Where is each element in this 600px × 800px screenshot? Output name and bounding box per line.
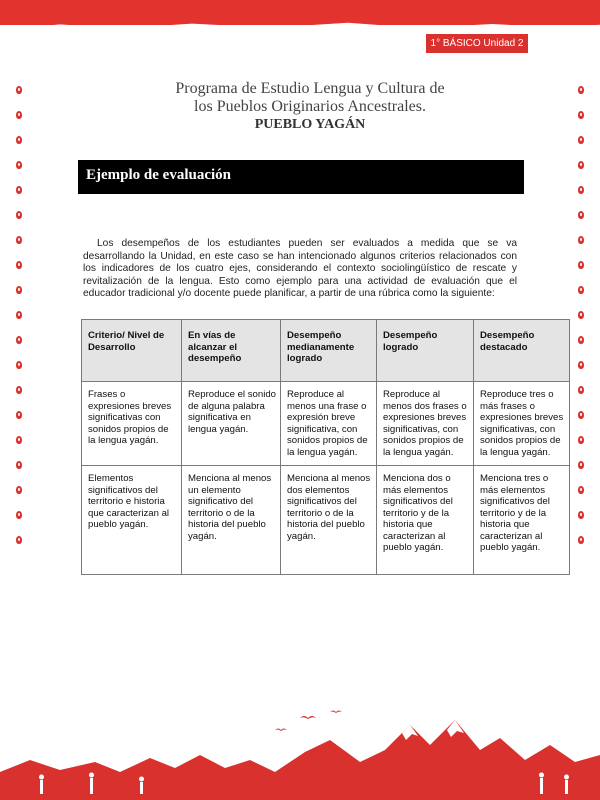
program-title-line-2: los Pueblos Originarios Ancestrales. — [194, 98, 426, 115]
ornament-icon — [577, 335, 585, 345]
ornament-icon — [15, 385, 23, 395]
ornament-center — [580, 88, 582, 91]
ornament-center — [18, 88, 20, 91]
ornament-center — [580, 538, 582, 541]
ornament-center — [18, 113, 20, 116]
rubric-cell: Reproduce el sonido de alguna palabra significativa en lengua yagán. — [182, 382, 281, 466]
ornament-center — [18, 388, 20, 391]
ornament-center — [580, 513, 582, 516]
ornament-icon — [577, 135, 585, 145]
unit-badge: 1° BÁSICO Unidad 2 — [426, 34, 528, 53]
ornament-center — [580, 263, 582, 266]
ornament-icon — [15, 185, 23, 195]
ornament-icon — [577, 510, 585, 520]
rubric-cell: Menciona al menos un elemento significativo del territorio o de la historia del pueblo yagán. — [182, 466, 281, 575]
ornament-icon — [577, 485, 585, 495]
ornament-center — [580, 238, 582, 241]
banner-torn-edge — [0, 22, 600, 30]
ornament-center — [18, 488, 20, 491]
ornament-center — [580, 113, 582, 116]
people-name: PUEBLO YAGÁN — [254, 117, 366, 132]
ornament-icon — [577, 535, 585, 545]
rubric-header-cell: Criterio/ Nivel de Desarrollo — [82, 320, 182, 382]
ornament-icon — [15, 110, 23, 120]
rubric-row — [82, 382, 570, 466]
rubric-row — [82, 466, 570, 575]
footer-birds — [275, 711, 342, 732]
ornament-icon — [15, 210, 23, 220]
ornament-icon — [15, 335, 23, 345]
ornament-icon — [577, 360, 585, 370]
ornament-center — [18, 463, 20, 466]
intro-paragraph: Los desempeños de los estudiantes pueden ser evaluados a medida que se va desarrollando la Unidad, en este caso se han intencionado algunos criterios relacionados con los indicadores de los cuatro ejes, considerando el contexto sociolingüístico de rescate y revitalización de la lengua. Esto como ejemplo para una actividad de evaluación que el educador tradicional y/o docente puede planificar, a partir de una rúbrica como la siguiente: — [83, 238, 517, 300]
ornament-icon — [577, 235, 585, 245]
rubric-header-row — [82, 320, 570, 382]
ornament-icon — [15, 360, 23, 370]
right-ornament-column — [575, 85, 587, 560]
ornament-center — [580, 413, 582, 416]
ornament-center — [580, 338, 582, 341]
rubric-header-cell: Desempeño medianamente logrado — [281, 320, 377, 382]
ornament-center — [580, 388, 582, 391]
top-banner — [0, 0, 600, 25]
ornament-icon — [15, 285, 23, 295]
ornament-center — [580, 213, 582, 216]
footer-illustration — [0, 700, 600, 800]
ornament-icon — [15, 510, 23, 520]
ornament-center — [18, 163, 20, 166]
ornament-center — [18, 438, 20, 441]
ornament-icon — [15, 160, 23, 170]
ornament-icon — [577, 260, 585, 270]
rubric-cell: Reproduce tres o más frases o expresiones breves significativas, con sonidos propios de la lengua yagán. — [474, 382, 570, 466]
rubric-cell: Elementos significativos del territorio e historia que caracterizan al pueblo yagán. — [82, 466, 182, 575]
ornament-center — [18, 313, 20, 316]
ornament-center — [580, 163, 582, 166]
ornament-icon — [577, 110, 585, 120]
rubric-cell: Menciona tres o más elementos significativos del territorio y de la historia que caracterizan al pueblo yagán. — [474, 466, 570, 575]
ornament-center — [580, 138, 582, 141]
ornament-icon — [15, 85, 23, 95]
ornament-center — [18, 138, 20, 141]
program-title — [130, 80, 490, 134]
ornament-center — [18, 413, 20, 416]
ornament-center — [18, 263, 20, 266]
ornament-center — [580, 488, 582, 491]
rubric-cell: Reproduce al menos una frase o expresión breve significativa, con sonidos propios de la lengua yagán. — [281, 382, 377, 466]
rubric-cell: Reproduce al menos dos frases o expresiones breves significativas, con sonidos propios de la lengua yagán. — [377, 382, 474, 466]
ornament-center — [18, 288, 20, 291]
ornament-icon — [15, 260, 23, 270]
ornament-icon — [577, 210, 585, 220]
ornament-icon — [15, 235, 23, 245]
ornament-icon — [15, 410, 23, 420]
ornament-icon — [15, 535, 23, 545]
ornament-center — [580, 288, 582, 291]
ornament-icon — [577, 435, 585, 445]
ornament-center — [18, 338, 20, 341]
rubric-header-cell: Desempeño destacado — [474, 320, 570, 382]
ornament-icon — [577, 85, 585, 95]
ornament-icon — [577, 285, 585, 295]
ornament-icon — [15, 310, 23, 320]
ornament-icon — [15, 135, 23, 145]
program-title-line-1: Programa de Estudio Lengua y Cultura de — [175, 80, 445, 97]
ornament-icon — [577, 310, 585, 320]
ornament-icon — [15, 485, 23, 495]
ornament-center — [18, 238, 20, 241]
rubric-header-cell: Desempeño logrado — [377, 320, 474, 382]
ornament-icon — [15, 435, 23, 445]
ornament-center — [580, 463, 582, 466]
rubric-cell: Menciona dos o más elementos significativos del territorio y de la historia que caracterizan al pueblo yagán. — [377, 466, 474, 575]
rubric-cell: Menciona al menos dos elementos significativos del territorio o de la historia del pueblo yagán. — [281, 466, 377, 575]
ornament-icon — [577, 385, 585, 395]
ornament-center — [18, 538, 20, 541]
ornament-icon — [15, 460, 23, 470]
ornament-center — [18, 363, 20, 366]
ornament-icon — [577, 410, 585, 420]
rubric-header-cell: En vías de alcanzar el desempeño — [182, 320, 281, 382]
rubric-table — [81, 319, 570, 575]
ornament-center — [580, 313, 582, 316]
left-ornament-column — [13, 85, 25, 560]
ornament-center — [18, 213, 20, 216]
ornament-icon — [577, 160, 585, 170]
ornament-center — [580, 188, 582, 191]
ornament-center — [18, 188, 20, 191]
ornament-icon — [577, 185, 585, 195]
ornament-center — [580, 363, 582, 366]
ornament-icon — [577, 460, 585, 470]
rubric-cell: Frases o expresiones breves significativas con sonidos propios de la lengua yagán. — [82, 382, 182, 466]
ornament-center — [580, 438, 582, 441]
section-title: Ejemplo de evaluación — [86, 167, 231, 183]
ornament-center — [18, 513, 20, 516]
